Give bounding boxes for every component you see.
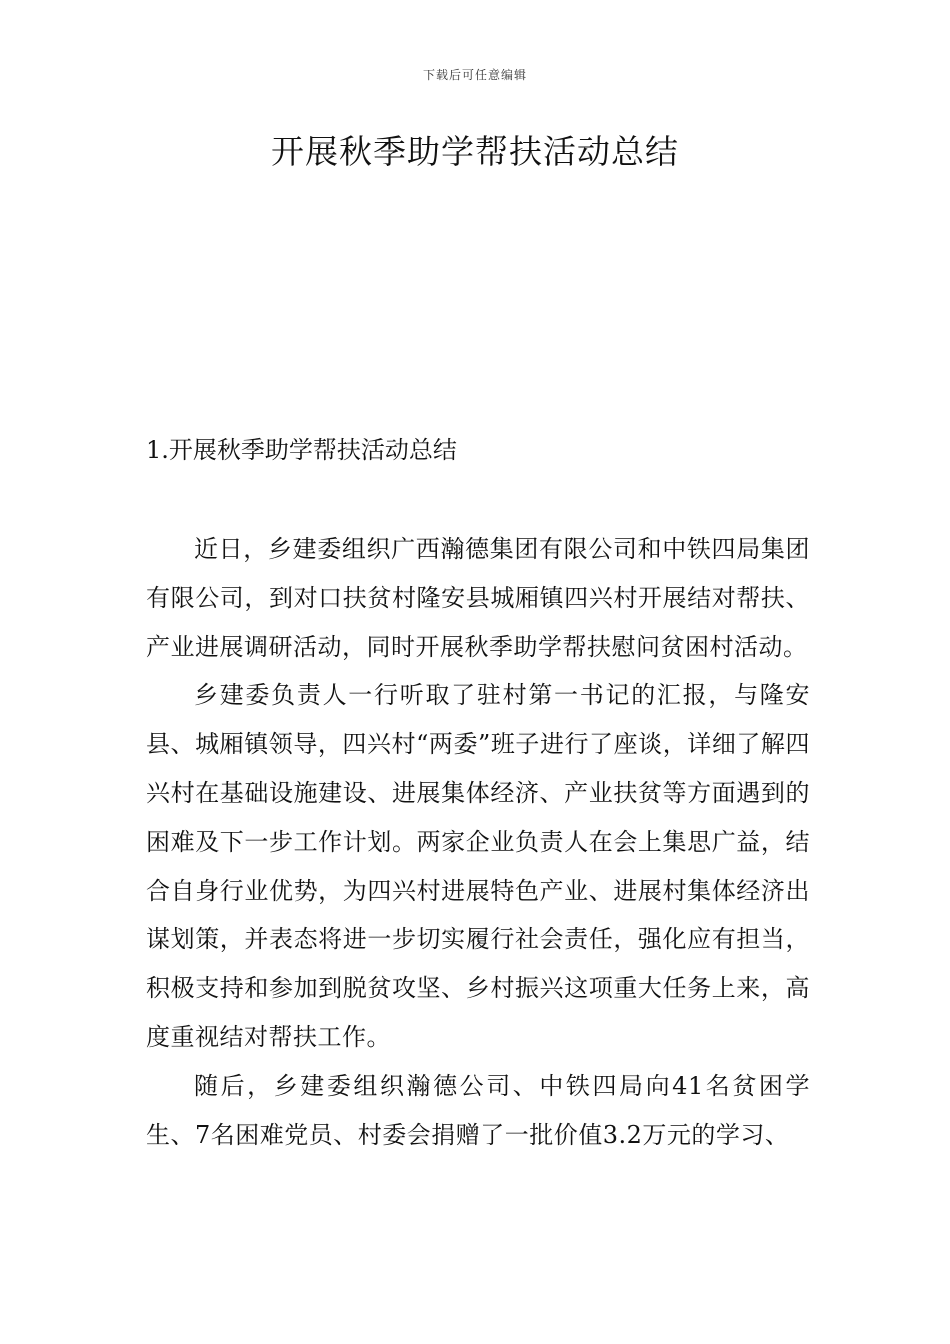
document-title: 开展秋季助学帮扶活动总结 <box>271 132 679 171</box>
document-body <box>146 525 810 1159</box>
paragraph-1: 近日，乡建委组织广西瀚德集团有限公司和中铁四局集团有限公司，到对口扶贫村隆安县城厢镇四兴村开展结对帮扶、产业进展调研活动，同时开展秋季助学帮扶慰问贫困村活动。 <box>146 535 810 661</box>
paragraph-2: 乡建委负责人一行听取了驻村第一书记的汇报，与隆安县、城厢镇领导，四兴村“两委”班子进行了座谈，详细了解四兴村在基础设施建设、进展集体经济、产业扶贫等方面遇到的困难及下一步工作计划。两家企业负责人在会上集思广益，结合自身行业优势，为四兴村进展特色产业、进展村集体经济出谋划策，并表态将进一步切实履行社会责任，强化应有担当，积极支持和参加到脱贫攻坚、乡村振兴这项重大任务上来，高度重视结对帮扶工作。 <box>146 681 810 1051</box>
paragraph-3: 随后，乡建委组织瀚德公司、中铁四局向41名贫困学生、7名困难党员、村委会捐赠了一批价值3.2万元的学习、 <box>146 1071 810 1149</box>
section-heading: 1.开展秋季助学帮扶活动总结 <box>146 436 457 464</box>
page-header-note: 下载后可任意编辑 <box>422 68 527 82</box>
